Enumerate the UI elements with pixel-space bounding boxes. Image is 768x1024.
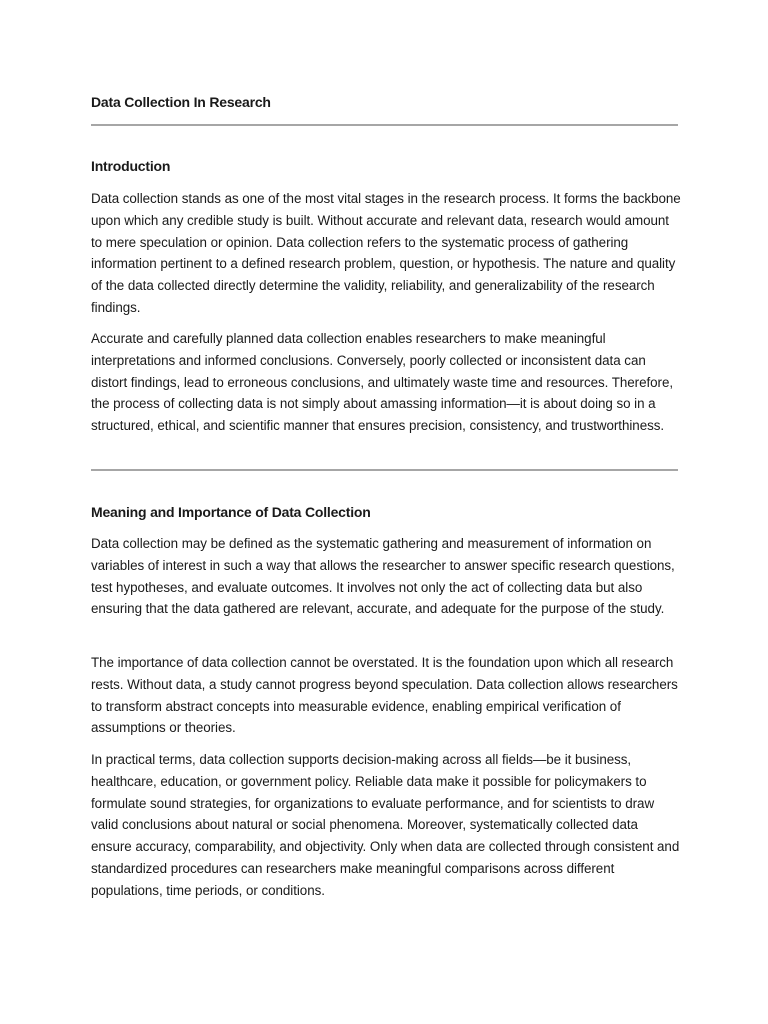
paragraph: Data collection stands as one of the most vital stages in the research process. It forms the backbone upon which any credible study is built. Without accurate and relevant data, research would amount to mere speculation or opinion. Data collection refers to the systematic process of gathering information pertinent to a defined research problem, question, or hypothesis. The nature and quality of the data collected directly determine the validity, reliability, and generalizability of the research findings. (91, 191, 681, 315)
paragraph: In practical terms, data collection supports decision-making across all fields—be it business, healthcare, education, or government policy. Reliable data make it possible for policymakers to formulate sound strategies, for organizations to evaluate performance, and for scientists to draw valid conclusions about natural or social phenomena. Moreover, systematically collected data ensure accuracy, comparability, and objectivity. Only when data are collected through consistent and standardized procedures can researchers make meaningful comparisons across different populations, time periods, or conditions. (91, 752, 680, 898)
title-divider (91, 124, 678, 126)
paragraph: Accurate and carefully planned data collection enables researchers to make meaningful interpretations and informed conclusions. Conversely, poorly collected or inconsistent data can distort findings, lead to erroneous conclusions, and ultimately waste time and resources. Therefore, the process of collecting data is not simply about amassing information—it is about doing so in a structured, ethical, and scientific manner that ensures precision, consistency, and trustworthiness. (91, 331, 674, 434)
section-divider (91, 469, 678, 471)
paragraph: Data collection may be defined as the systematic gathering and measurement of information on variables of interest in such a way that allows the researcher to answer specific research questions, test hypotheses, and evaluate outcomes. It involves not only the act of collecting data but also ensuring that the data gathered are relevant, accurate, and adequate for the purpose of the study. (91, 536, 675, 617)
document-title: Data Collection In Research (91, 94, 271, 110)
paragraph: The importance of data collection cannot be overstated. It is the foundation upon which all research rests. Without data, a study cannot progress beyond speculation. Data collection allows researchers to transform abstract concepts into measurable evidence, enabling empirical verification of assumptions or theories. (91, 655, 678, 736)
section-heading-introduction: Introduction (91, 158, 171, 174)
section-heading-meaning-and-importance: Meaning and Importance of Data Collection (91, 504, 371, 520)
